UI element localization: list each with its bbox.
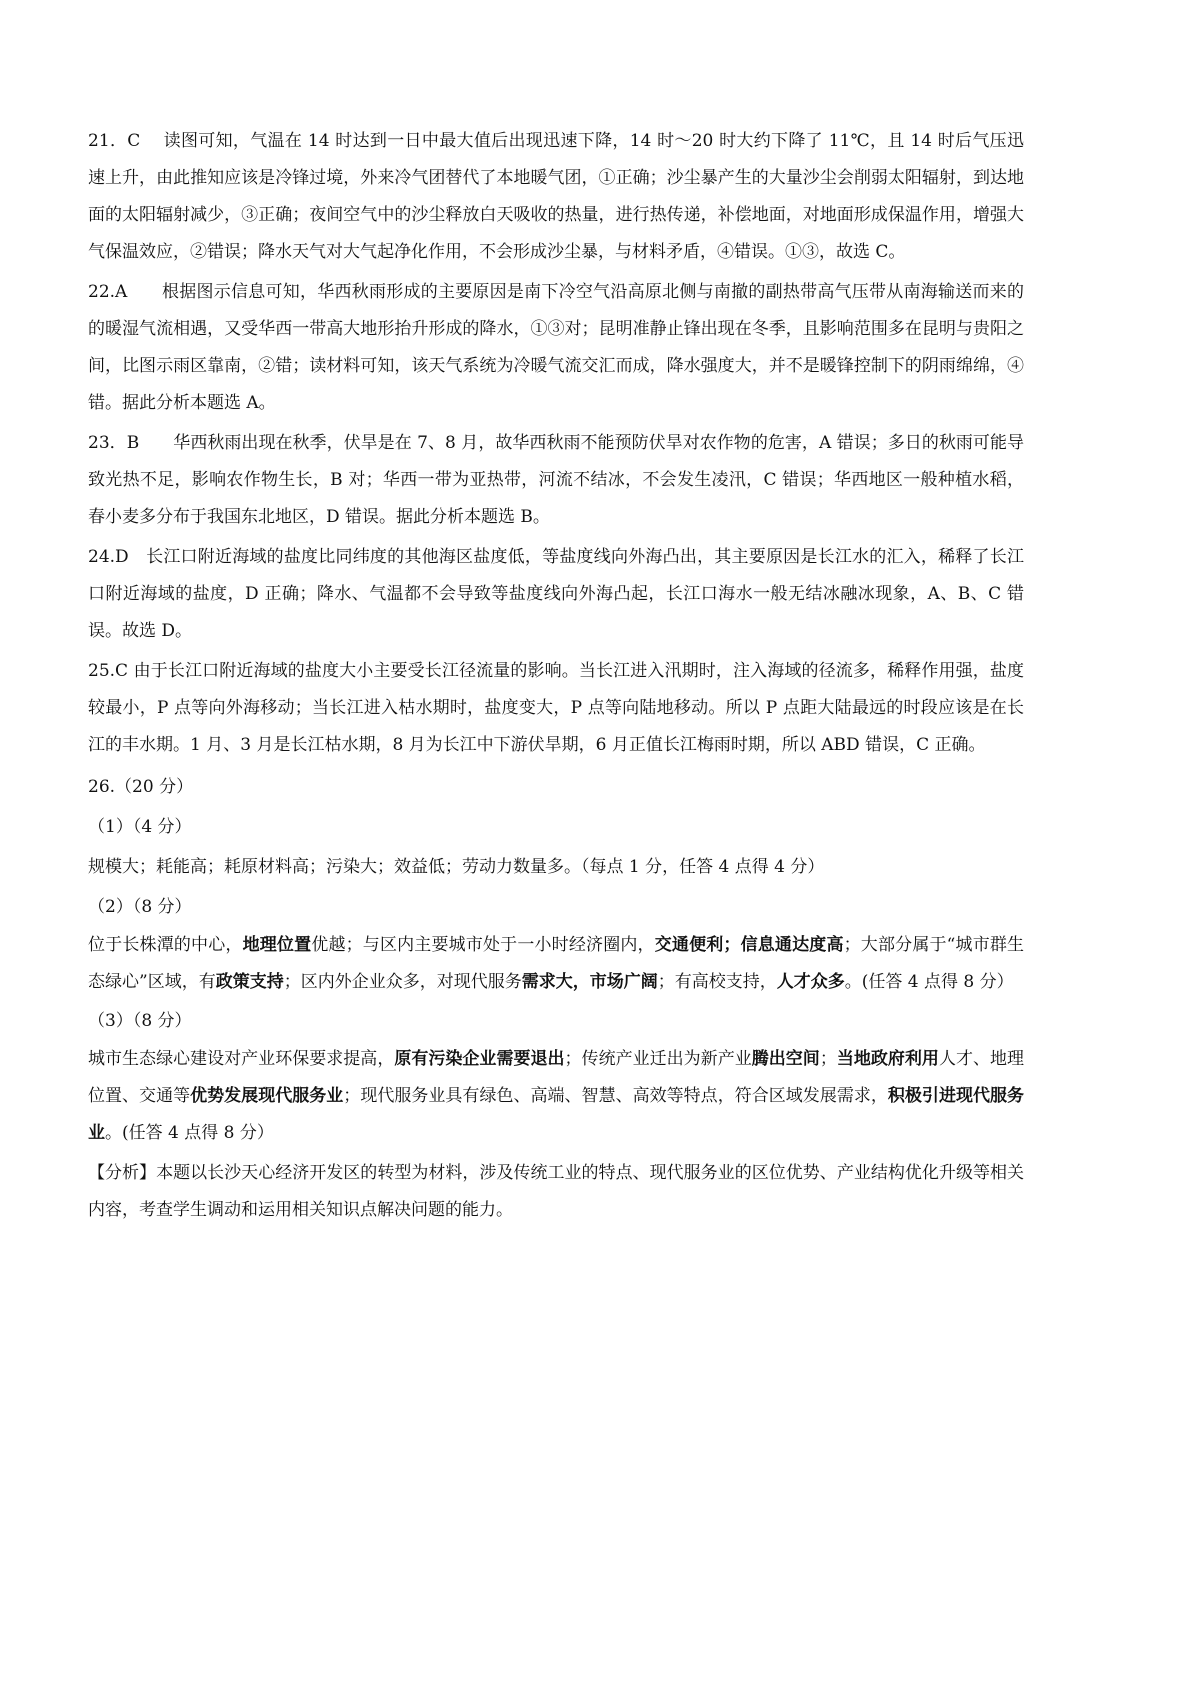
analysis-text: 本题以长沙天心经济开发区的转型为材料，涉及传统工业的特点、现代服务业的区位优势、产业结构优化升级等相关内容，考查学生调动和运用相关知识点解决问题的能力。 <box>88 1163 1025 1220</box>
key-point-text: 政策支持 <box>215 972 284 992</box>
answer-text: 。(任答 4 点得 8 分） <box>105 1123 274 1143</box>
q26-part3-answer <box>88 1041 1024 1152</box>
q26-part1-label: （1）（4 分） <box>88 817 192 837</box>
answer-text: ；区内外企业众多，对现代服务 <box>283 972 522 992</box>
q26-heading: 26.（20 分） <box>88 777 194 797</box>
q26-analysis <box>88 1155 1024 1229</box>
answer-q21: 21．C 读图可知，气温在 14 时达到一日中最大值后出现迅速下降，14 时～20 时大约下降了 11℃，且 14 时后气压迅速上升，由此推知应该是冷锋过境，外来冷气团替代了本地暖气团，①正确；沙尘暴产生的大量沙尘会削弱太阳辐射，到达地面的太阳辐射减少，③正确；夜间空气中的沙尘释放白天吸收的热量，进行热传递，补偿地面，对地面形成保温作用，增强大气保温效应，②错误；降水天气对大气起净化作用，不会形成沙尘暴，与材料矛盾，④错误。①③，故选 C。 <box>88 131 1024 262</box>
q26-part2-label: （2）（8 分） <box>88 897 192 917</box>
key-point-text: 当地政府利用 <box>836 1049 939 1069</box>
key-point-text: 交通便利；信息通达度高 <box>654 935 844 955</box>
answer-q24: 24.D 长江口附近海域的盐度比同纬度的其他海区盐度低，等盐度线向外海凸出，其主要原因是长江水的汇入，稀释了长江口附近海域的盐度，D 正确；降水、气温都不会导致等盐度线向外海凸起，长江口海水一般无结冰融冰现象，A、B、C 错误。故选 D。 <box>88 547 1024 641</box>
answer-q22: 22.A 根据图示信息可知，华西秋雨形成的主要原因是南下冷空气沿高原北侧与南撤的副热带高气压带从南海输送而来的的暖湿气流相遇，又受华西一带高大地形抬升形成的降水，①③对；昆明准静止锋出现在冬季，且影响范围多在昆明与贵阳之间，比图示雨区靠南，②错；读材料可知，该天气系统为冷暖气流交汇而成，降水强度大，并不是暖锋控制下的阴雨绵绵，④错。据此分析本题选 A。 <box>88 282 1024 413</box>
answer-text: ；大部分属于“城市群生态绿心”区域，有 <box>88 935 1025 992</box>
key-point-text: 腾出空间 <box>751 1049 820 1069</box>
key-point-text: 地理位置 <box>242 935 312 955</box>
answer-text: ；现代服务业具有绿色、高端、智慧、高效等特点，符合区域发展需求， <box>343 1086 888 1106</box>
q26-part1-answer: 规模大；耗能高；耗原材料高；污染大；效益低；劳动力数量多。（每点 1 分，任答 4 点得 4 分） <box>88 857 825 877</box>
key-point-text: 人才众多 <box>776 972 845 992</box>
answer-text: 优越；与区内主要城市处于一小时经济圈内， <box>311 935 655 955</box>
key-point-text: 优势发展现代服务业 <box>190 1086 344 1106</box>
answer-text: ；有高校支持， <box>657 972 777 992</box>
answer-text: 人才、地理位置、交通等 <box>88 1049 1025 1106</box>
answer-text: 位于长株潭的中心， <box>88 935 243 955</box>
answer-key-page <box>88 123 1024 1229</box>
answer-text: ；传统产业迁出为新产业 <box>564 1049 752 1069</box>
answer-text: 。(任答 4 点得 8 分） <box>844 972 1014 992</box>
key-point-text: 需求大，市场广阔 <box>521 972 658 992</box>
answer-text: 城市生态绿心建设对产业环保要求提高， <box>88 1049 395 1069</box>
answer-q23: 23．B 华西秋雨出现在秋季，伏旱是在 7、8 月，故华西秋雨不能预防伏旱对农作物的危害，A 错误；多日的秋雨可能导致光热不足，影响农作物生长，B 对；华西一带为亚热带，河流不结冰，不会发生凌汛，C 错误；华西地区一般种植水稻，春小麦多分布于我国东北地区，D 错误。据此分析本题选 B。 <box>88 433 1024 527</box>
analysis-tag: 【分析】 <box>88 1163 157 1183</box>
answer-text: ； <box>819 1049 837 1069</box>
answer-q25: 25.C 由于长江口附近海域的盐度大小主要受长江径流量的影响。当长江进入汛期时，注入海域的径流多，稀释作用强，盐度较最小，P 点等向外海移动；当长江进入枯水期时，盐度变大，P 点等向陆地移动。所以 P 点距大陆最远的时段应该是在长江的丰水期。1 月、3 月是长江枯水期，8 月为长江中下游伏旱期，6 月正值长江梅雨时期，所以 ABD 错误，C 正确。 <box>88 661 1024 755</box>
q26-part2-answer <box>88 927 1024 1001</box>
key-point-text: 原有污染企业需要退出 <box>394 1049 565 1069</box>
key-point-text: 积极引进现代服务业 <box>88 1086 1025 1143</box>
q26-part3-label: （3）（8 分） <box>88 1011 192 1031</box>
